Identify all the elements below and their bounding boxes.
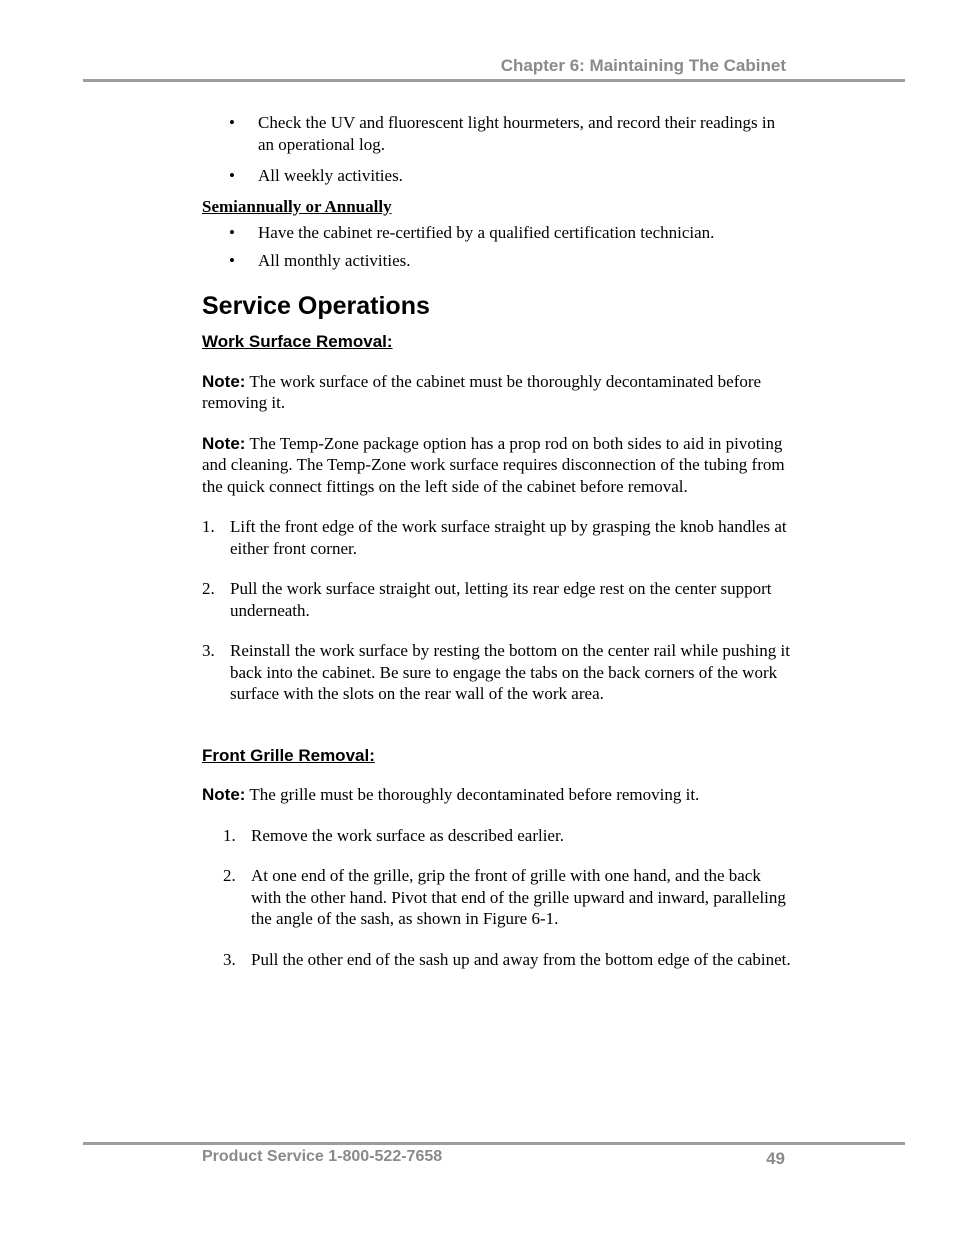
list-item	[202, 222, 792, 244]
note-text: The Temp-Zone package option has a prop rod on both sides to aid in pivoting and cleaning. The Temp-Zone work surface requires disconnection of the tubing from the quick connect fittings on the left side of the cabinet before removal.	[202, 433, 785, 496]
step-number: 2.	[202, 579, 215, 598]
note-paragraph	[202, 433, 792, 498]
step-number: 2.	[223, 866, 236, 885]
step-text: Pull the work surface straight out, letting its rear edge rest on the center support underneath.	[230, 579, 772, 620]
bullet-marker: •	[229, 250, 235, 270]
note-paragraph	[202, 784, 792, 806]
front-grille-steps	[202, 825, 792, 971]
step-text: At one end of the grille, grip the front of grille with one hand, and the back with the other hand. Pivot that end of the grille upward and inward, paralleling the angle of the sash, as shown in Figure 6-1.	[251, 866, 786, 928]
step-text: Lift the front edge of the work surface straight up by grasping the knob handles at either front corner.	[230, 517, 787, 558]
step-text: Remove the work surface as described earlier.	[251, 825, 564, 845]
step-item	[202, 578, 792, 621]
bullet-marker: •	[229, 166, 235, 185]
step-number: 3.	[202, 641, 215, 660]
bullet-list-semiannual	[202, 222, 792, 271]
bullet-marker: •	[229, 223, 235, 242]
step-number: 3.	[223, 949, 236, 969]
front-grille-heading: Front Grille Removal:	[202, 745, 375, 765]
step-item	[202, 865, 792, 930]
bullet-list-top	[202, 112, 792, 187]
step-item	[202, 516, 792, 559]
chapter-title: Chapter 6: Maintaining The Cabinet	[500, 56, 786, 75]
footer-divider	[83, 1142, 905, 1145]
step-number: 1.	[202, 517, 215, 536]
list-item	[202, 165, 792, 187]
list-item-text: All monthly activities.	[258, 250, 411, 270]
note-label: Note:	[202, 785, 246, 804]
page-number: 49	[766, 1149, 785, 1168]
product-service-phone: Product Service 1-800-522-7658	[202, 1148, 443, 1165]
list-item-text: Check the UV and fluorescent light hourmeters, and record their readings in an operational log.	[258, 113, 776, 154]
note-label: Note:	[202, 433, 246, 453]
page-content	[202, 112, 792, 970]
step-item	[202, 640, 792, 705]
bullet-marker: •	[229, 113, 235, 132]
work-surface-steps	[202, 516, 792, 705]
header-divider	[83, 79, 905, 82]
list-item	[202, 112, 792, 155]
list-item-text: Have the cabinet re-certified by a qualified certification technician.	[258, 223, 715, 242]
semiannual-heading: Semiannually or Annually	[202, 196, 392, 216]
list-item	[202, 250, 792, 272]
note-text: The grille must be thoroughly decontaminated before removing it.	[245, 785, 700, 804]
work-surface-heading: Work Surface Removal:	[202, 332, 393, 351]
step-text: Reinstall the work surface by resting the bottom on the center rail while pushing it back into the cabinet. Be sure to engage the tabs on the back corners of the work surface with the slots on the rear wall of the work area.	[230, 641, 790, 703]
step-text: Pull the other end of the sash up and away from the bottom edge of the cabinet.	[251, 949, 791, 969]
list-item-text: All weekly activities.	[258, 166, 403, 185]
step-item	[202, 825, 792, 847]
step-item	[202, 949, 792, 971]
step-number: 1.	[223, 825, 236, 845]
note-text: The work surface of the cabinet must be thoroughly decontaminated before removing it.	[202, 371, 762, 412]
note-paragraph	[202, 371, 792, 414]
section-heading: Service Operations	[202, 292, 430, 320]
note-label: Note:	[202, 371, 246, 391]
